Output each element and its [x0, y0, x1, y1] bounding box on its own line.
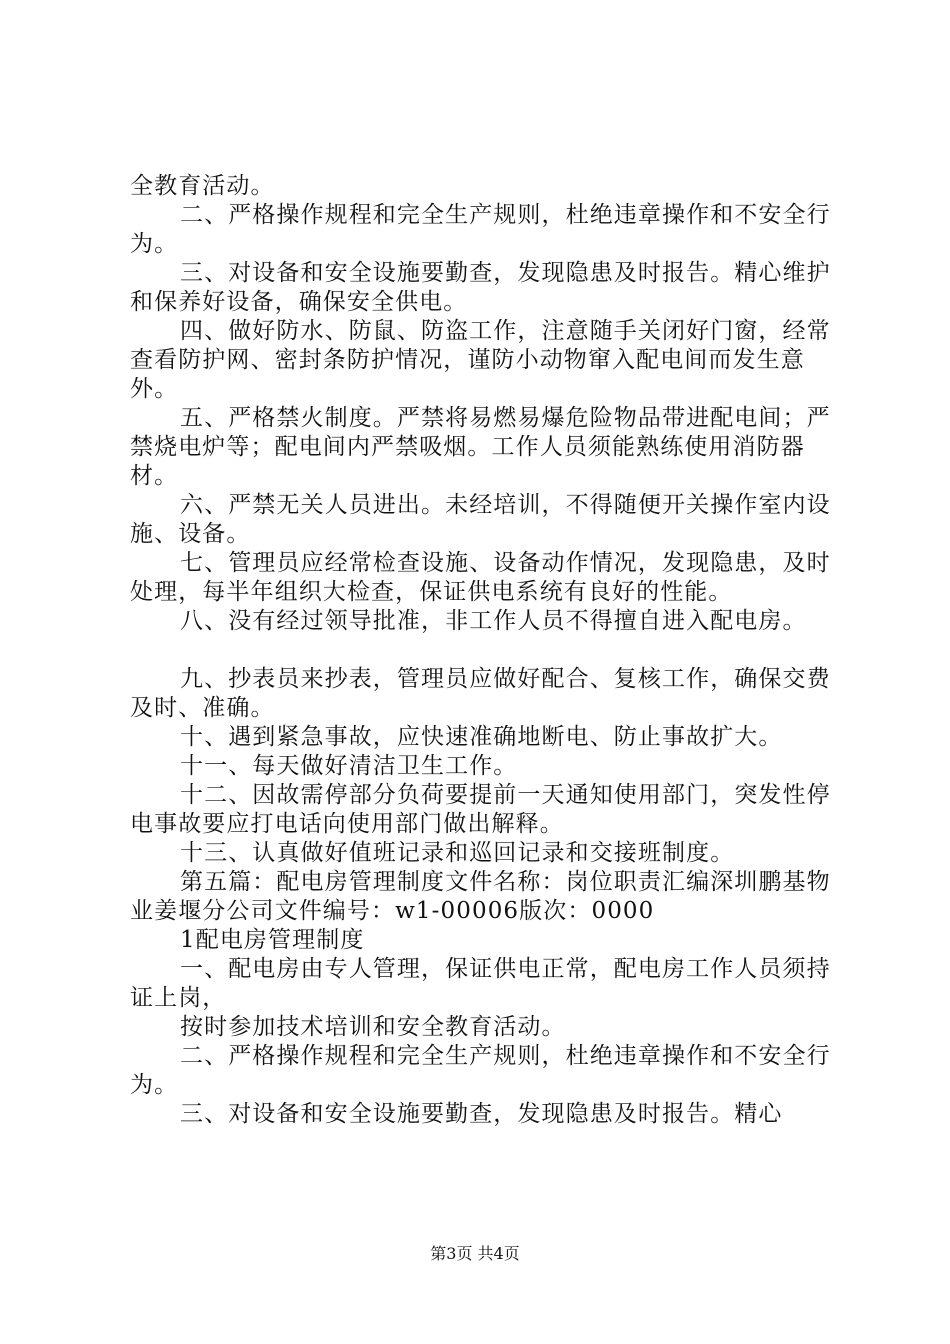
document-body: [130, 172, 850, 1129]
paragraph-rule-3-repeat: 三、对设备和安全设施要勤查，发现隐患及时报告。精心: [180, 1101, 783, 1127]
paragraph-rule-9: 九、抄表员来抄表，管理员应做好配合、复核工作，确保交费及时、准确。: [130, 666, 831, 721]
paragraph-gap: [130, 636, 850, 665]
paragraph-rule-8: 八、没有经过领导批准，非工作人员不得擅自进入配电房。: [180, 608, 807, 634]
paragraph-continuation: 全教育活动。: [130, 173, 275, 199]
paragraph-rule-1-continued: 按时参加技术培训和安全教育活动。: [180, 1014, 566, 1040]
paragraph-rule-10: 十、遇到紧急事故，应快速准确地断电、防止事故扩大。: [180, 724, 783, 750]
paragraph-rule-4: 四、做好防水、防鼠、防盗工作，注意随手关闭好门窗，经常查看防护网、密封条防护情况，谨防小动物窜入配电间而发生意外。: [130, 318, 831, 402]
paragraph-heading: 1配电房管理制度: [180, 927, 365, 953]
paragraph-rule-13: 十三、认真做好值班记录和巡回记录和交接班制度。: [180, 840, 735, 866]
paragraph-rule-7: 七、管理员应经常检查设施、设备动作情况，发现隐患，及时处理，每半年组织大检查，保证供电系统有良好的性能。: [130, 550, 831, 605]
paragraph-rule-12: 十二、因故需停部分负荷要提前一天通知使用部门，突发性停电事故要应打电话向使用部门做出解释。: [130, 782, 831, 837]
paragraph-rule-6: 六、严禁无关人员进出。未经培训，不得随便开关操作室内设施、设备。: [130, 492, 831, 547]
paragraph-rule-11: 十一、每天做好清洁卫生工作。: [180, 753, 518, 779]
paragraph-rule-5: 五、严格禁火制度。严禁将易燃易爆危险物品带进配电间；严禁烧电炉等；配电间内严禁吸烟。工作人员须能熟练使用消防器材。: [130, 405, 831, 489]
paragraph-rule-1: 一、配电房由专人管理，保证供电正常，配电房工作人员须持证上岗，: [130, 956, 831, 1011]
paragraph-rule-3: 三、对设备和安全设施要勤查，发现隐患及时报告。精心维护和保养好设备，确保安全供电。: [130, 260, 831, 315]
paragraph-rule-2-repeat: 二、严格操作规程和完全生产规则，杜绝违章操作和不安全行为。: [130, 1043, 831, 1098]
page-number-footer: 第3页 共4页: [430, 1244, 520, 1263]
paragraph-rule-2: 二、严格操作规程和完全生产规则，杜绝违章操作和不安全行为。: [130, 202, 831, 257]
paragraph-section-title: 第五篇：配电房管理制度文件名称：岗位职责汇编深圳鹏基物业姜堰分公司文件编号：w1-00006版次：0000: [130, 869, 831, 924]
